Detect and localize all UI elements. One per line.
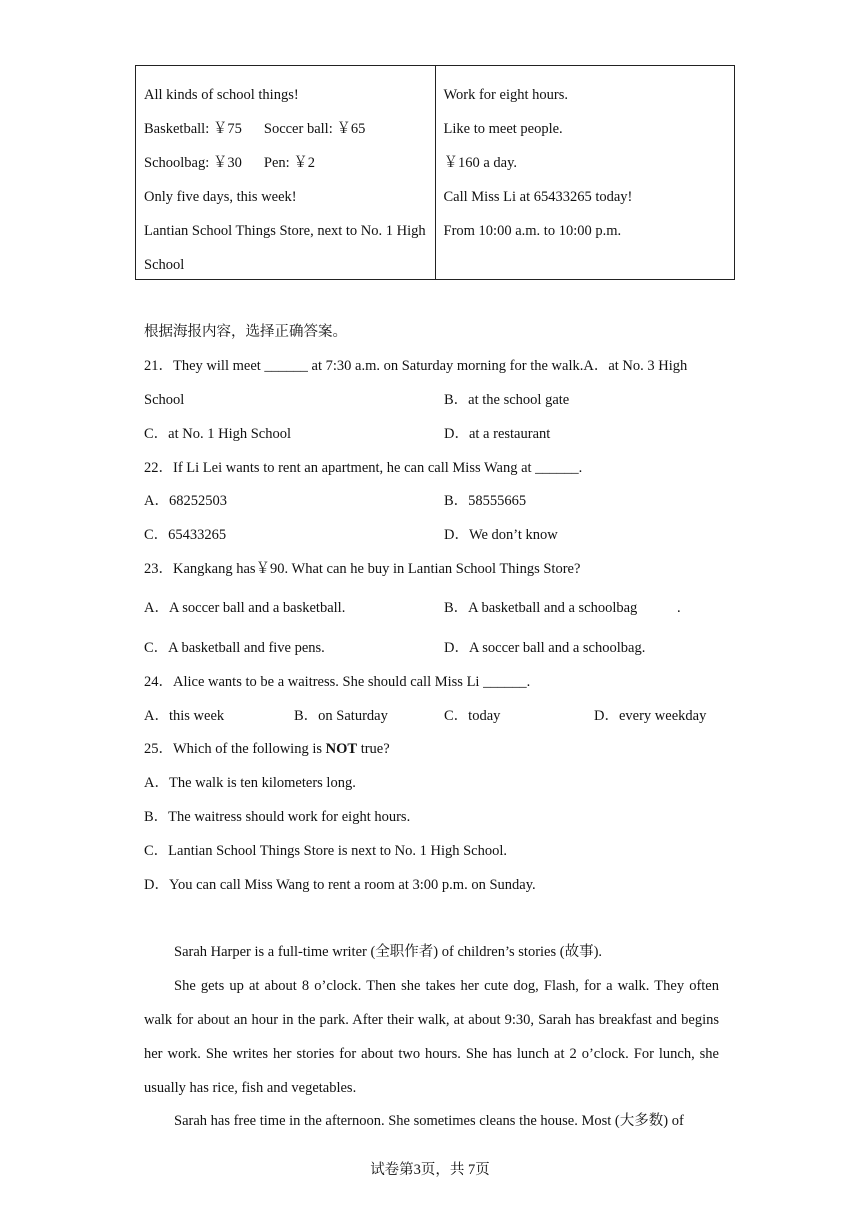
q24-stem: 24．Alice wants to be a waitress. She should call Miss Li ______. (144, 674, 531, 690)
price-soccer: Soccer ball: ￥65 (263, 121, 366, 137)
ad-left-prices-2 (144, 146, 427, 180)
passage-paragraph-1: Sarah Harper is a full-time writer (全职作者) of children’s stories (故事). (174, 944, 603, 960)
q25-option-d: D．You can call Miss Wang to rent a room at 3:00 p.m. on Sunday. (144, 877, 536, 893)
q25-stem (144, 739, 390, 759)
ad-right-line4: Call Miss Li at 65433265 today! (443, 189, 633, 205)
q21-option-b: B．at the school gate (444, 392, 570, 408)
q25-option-c: C．Lantian School Things Store is next to No. 1 High School. (144, 843, 508, 859)
q25-option-a: A．The walk is ten kilometers long. (144, 775, 356, 791)
q23-option-d: D．A soccer ball and a schoolbag. (444, 640, 646, 656)
q22-option-a: A．68252503 (144, 493, 227, 509)
ad-table (135, 65, 735, 280)
q22-option-c: C．65433265 (144, 527, 227, 543)
q22-stem: 22．If Li Lei wants to rent an apartment, he can call Miss Wang at ______. (144, 460, 583, 476)
page-footer: 试卷第3页，共 7页 (370, 1162, 490, 1178)
ad-left-line1: All kinds of school things! (144, 87, 299, 103)
q21-option-d: D．at a restaurant (444, 426, 551, 442)
ad-left-line3: Only five days, this week! (144, 189, 297, 205)
q22-option-b: B．58555665 (444, 493, 527, 509)
ad-right-line2: Like to meet people. (443, 121, 563, 137)
q21-stem: 21．They will meet ______ at 7:30 a.m. on Saturday morning for the walk.A．at No. 3 High (144, 358, 688, 374)
q23-option-c: C．A basketball and five pens. (144, 640, 325, 656)
price-basketball: Basketball: ￥75 (144, 121, 242, 137)
ad-right-line3: ￥160 a day. (443, 155, 518, 171)
instruction: 根据海报内容，选择正确答案。 (144, 324, 347, 340)
ad-left-prices-1 (144, 112, 427, 146)
q23-option-b-dot: . (677, 600, 681, 616)
q24-option-d: D．every weekday (594, 708, 707, 724)
ad-waitress (435, 66, 735, 279)
ad-right-line5: From 10:00 a.m. to 10:00 p.m. (443, 223, 622, 239)
q25-stem-pre: 25．Which of the following is (144, 741, 326, 757)
q24-option-b: B．on Saturday (294, 708, 388, 724)
passage-paragraph-2: She gets up at about 8 o’clock. Then she takes her cute dog, Flash, for a walk. They often walk for about an hour in the park. After their walk, at about 9:30, Sarah has breakfast and begins her work. She writes her stories for about two hours. She has lunch at 2 o’clock. For lunch, she usually has rice, fish and vegetables. (144, 978, 719, 1096)
q23-option-a: A．A soccer ball and a basketball. (144, 600, 346, 616)
ad-school-things (136, 66, 435, 279)
q23-stem: 23．Kangkang has￥90. What can he buy in Lantian School Things Store? (144, 561, 581, 577)
q25-stem-bold: NOT (325, 741, 358, 757)
q22-option-d: D．We don’t know (444, 527, 558, 543)
q25-stem-post: true? (357, 741, 390, 757)
q25-option-b: B．The waitress should work for eight hours. (144, 809, 411, 825)
q23-option-b: B．A basketball and a schoolbag (444, 600, 638, 616)
passage-paragraph-3: Sarah has free time in the afternoon. She sometimes cleans the house. Most (大多数) of (174, 1113, 684, 1129)
price-schoolbag: Schoolbag: ￥30 (144, 155, 242, 171)
ad-right-line1: Work for eight hours. (443, 87, 568, 103)
q21-option-c: C．at No. 1 High School (144, 426, 292, 442)
ad-left-line4: Lantian School Things Store, next to No. 1 High School (144, 223, 426, 273)
q24-option-a: A．this week (144, 708, 225, 724)
q24-option-c: C．today (444, 708, 501, 724)
q21-stem-cont: School (144, 392, 185, 408)
price-pen: Pen: ￥2 (263, 155, 316, 171)
